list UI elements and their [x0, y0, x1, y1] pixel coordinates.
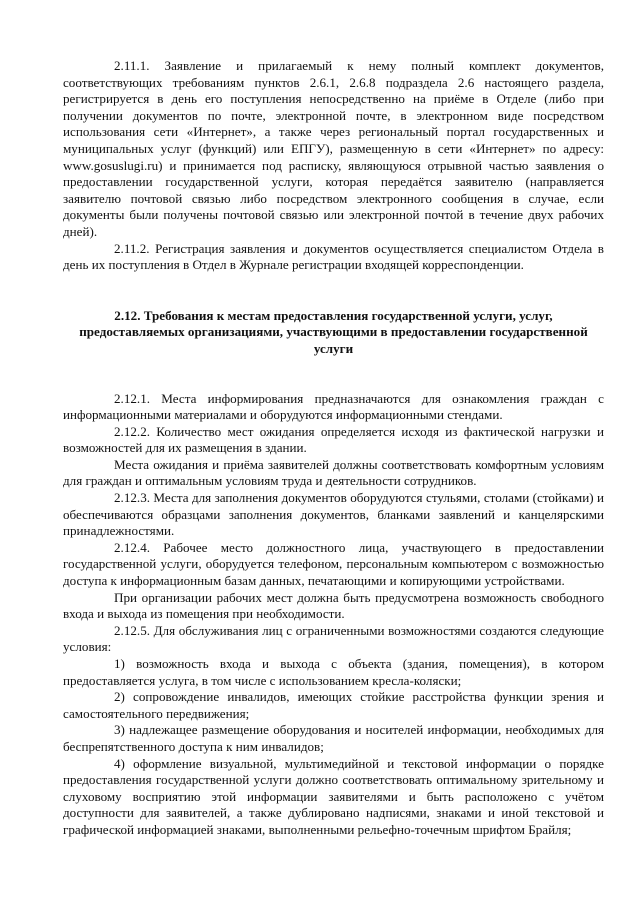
- list-item-2: 2) сопровождение инвалидов, имеющих стойкие расстройства функции зрения и самостоятельного передвижения;: [63, 689, 604, 721]
- paragraph-2-11-1: 2.11.1. Заявление и прилагаемый к нему полный комплект документов, соответствующих требованиям пунктов 2.6.1, 2.6.8 подраздела 2.6 настоящего раздела, регистрируется в день его поступления непосредственно на приёме в Отделе (либо при получении документов по почте, электронной почте, в электронном виде посредством использования сети «Интернет», а также через региональный портал государственных и муниципальных услуг (функций) или ЕПГУ), размещенную в сети «Интернет» по адресу: www.gosuslugi.ru) и принимается под расписку, являющуюся отрывной частью заявления о предоставлении государственной услуги, которая передаётся заявителю (направляется заявителю почтовой связью либо посредством электронного сообщения в случае, если документы были получены почтовой связью или электронной почтой в течение двух рабочих дней).: [63, 58, 604, 239]
- list-item-4: 4) оформление визуальной, мультимедийной и текстовой информации о порядке предоставления государственной услуги должно соответствовать оптимальному зрительному и слуховому восприятию этой информации заявителями и быть расположено с учётом доступности для заявителей, а также дублировано надписями, знаками и иной текстовой и графической информацией знаками, выполненными рельефно-точечным шрифтом Брайля;: [63, 755, 604, 837]
- paragraph-2-12-2: 2.12.2. Количество мест ожидания определяется исходя из фактической нагрузки и возможностей для их размещения в здании.: [63, 423, 604, 456]
- section-heading-2-12: 2.12. Требования к местам предоставления государственной услуги, услуг, предоставляемых организациями, участвующими в предоставлении государственной услуги: [79, 307, 588, 356]
- paragraph-2-12-3: 2.12.3. Места для заполнения документов оборудуются стульями, столами (стойками) и обеспечиваются образцами заполнения документов, бланками заявлений и канцелярскими принадлежностями.: [63, 490, 604, 539]
- paragraph-waiting-places: Места ожидания и приёма заявителей должны соответствовать комфортным условиям для граждан и оптимальным условиям труда и деятельности сотрудников.: [63, 456, 604, 489]
- paragraph-2-11-2: 2.11.2. Регистрация заявления и документов осуществляется специалистом Отдела в день их поступления в Отдел в Журнале регистрации входящей корреспонденции.: [63, 240, 604, 273]
- list-item-1: 1) возможность входа и выхода с объекта (здания, помещения), в котором предоставляется услуга, в том числе с использованием кресла-коляски;: [63, 656, 604, 688]
- paragraph-2-12-4: 2.12.4. Рабочее место должностного лица, участвующего в предоставлении государственной услуги, оборудуется телефоном, персональным компьютером с возможностью доступа к информационным базам данных, печатающими и копирующими устройствами.: [63, 539, 604, 589]
- paragraph-2-12-1: 2.12.1. Места информирования предназначаются для ознакомления граждан с информационными материалами и оборудуются информационными стендами.: [63, 390, 604, 423]
- document-page: [63, 58, 604, 839]
- paragraph-2-12-5: 2.12.5. Для обслуживания лиц с ограниченными возможностями создаются следующие условия:: [63, 622, 604, 655]
- list-item-3: 3) надлежащее размещение оборудования и носителей информации, необходимых для беспрепятственного доступа к ним инвалидов;: [63, 722, 604, 754]
- paragraph-workplaces: При организации рабочих мест должна быть предусмотрена возможность свободного входа и выхода из помещения при необходимости.: [63, 589, 604, 622]
